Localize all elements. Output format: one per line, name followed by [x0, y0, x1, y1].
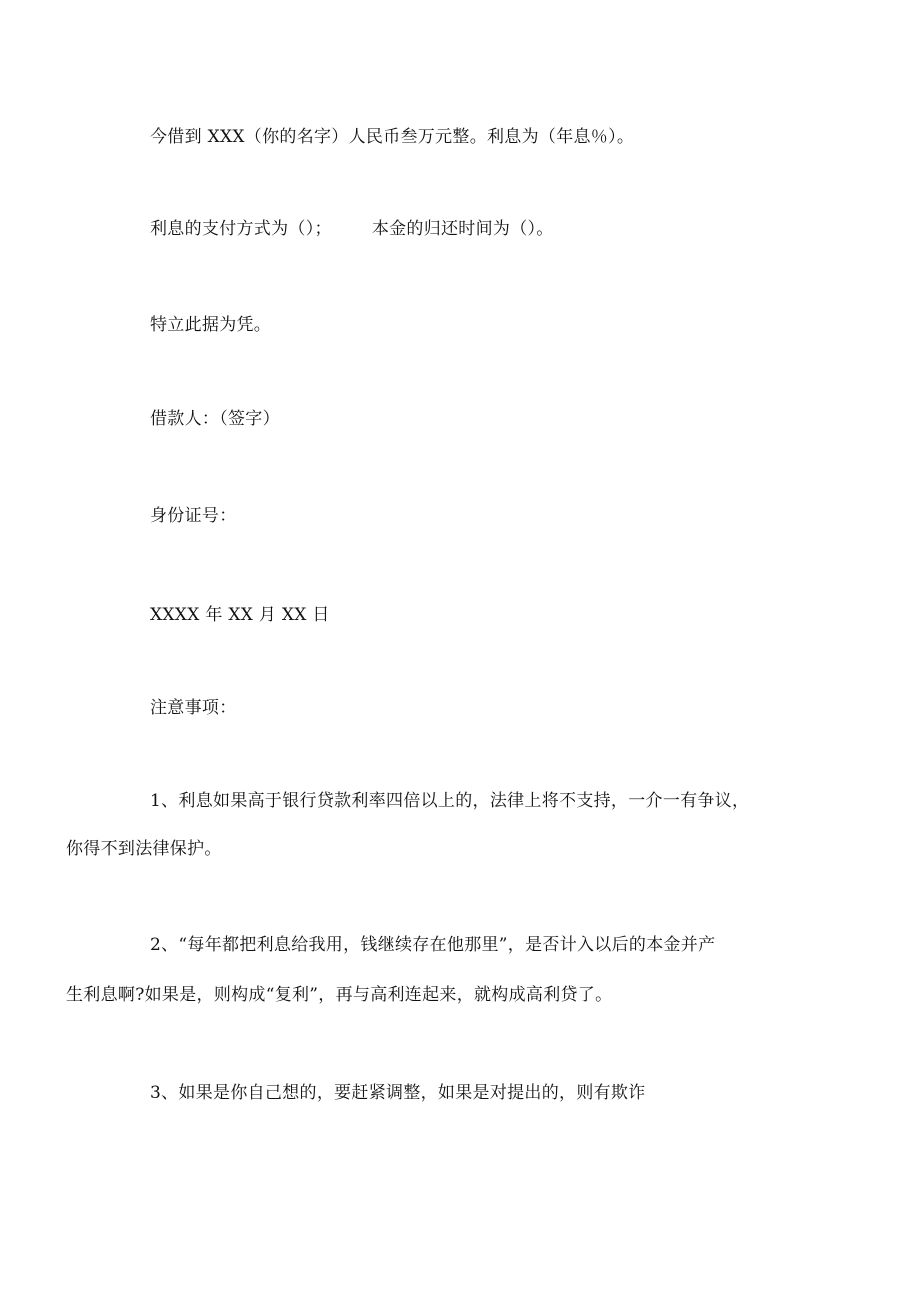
- payment-terms-line: [150, 218, 554, 240]
- notes-heading-line: [150, 697, 237, 719]
- borrower-signature-text: 借款人：（签字）: [150, 409, 280, 429]
- note-1-line-1: [150, 790, 749, 812]
- note-1-text-part-2: 你得不到法律保护。: [66, 839, 222, 859]
- note-1-line-2: [66, 838, 222, 860]
- id-number-line: [150, 505, 237, 527]
- notes-heading: 注意事项：: [150, 698, 237, 718]
- note-3-text: 3、如果是你自己想的，要赶紧调整，如果是对提出的，则有欺诈: [150, 1083, 646, 1103]
- note-2-text-part-2: 生利息啊?如果是，则构成“复利”，再与高利连起来，就构成高利贷了。: [66, 985, 613, 1005]
- note-2-line-2: [66, 984, 612, 1006]
- date-line: [150, 604, 330, 626]
- certification-text: 特立此据为凭。: [150, 315, 272, 335]
- loan-statement-text: 今借到 XXX（你的名字）人民币叁万元整。利息为（年息％）。: [150, 127, 635, 147]
- id-number-text: 身份证号：: [150, 506, 237, 526]
- date-text: XXXX 年 XX 月 XX 日: [150, 605, 330, 625]
- principal-return-time-text: 本金的归还时间为（）。: [371, 219, 554, 239]
- certification-line: [150, 314, 271, 336]
- interest-payment-method-text: 利息的支付方式为（）；: [150, 219, 332, 239]
- note-3-line: [150, 1082, 646, 1104]
- note-2-line-1: [150, 934, 715, 956]
- borrower-signature-line: [150, 408, 280, 430]
- note-1-text-part-1: 1、利息如果高于银行贷款利率四倍以上的，法律上将不支持，一介一有争议，: [150, 791, 750, 811]
- note-2-text-part-1: 2、“每年都把利息给我用，钱继续存在他那里”，是否计入以后的本金并产: [150, 935, 716, 955]
- loan-statement-line: [150, 126, 634, 148]
